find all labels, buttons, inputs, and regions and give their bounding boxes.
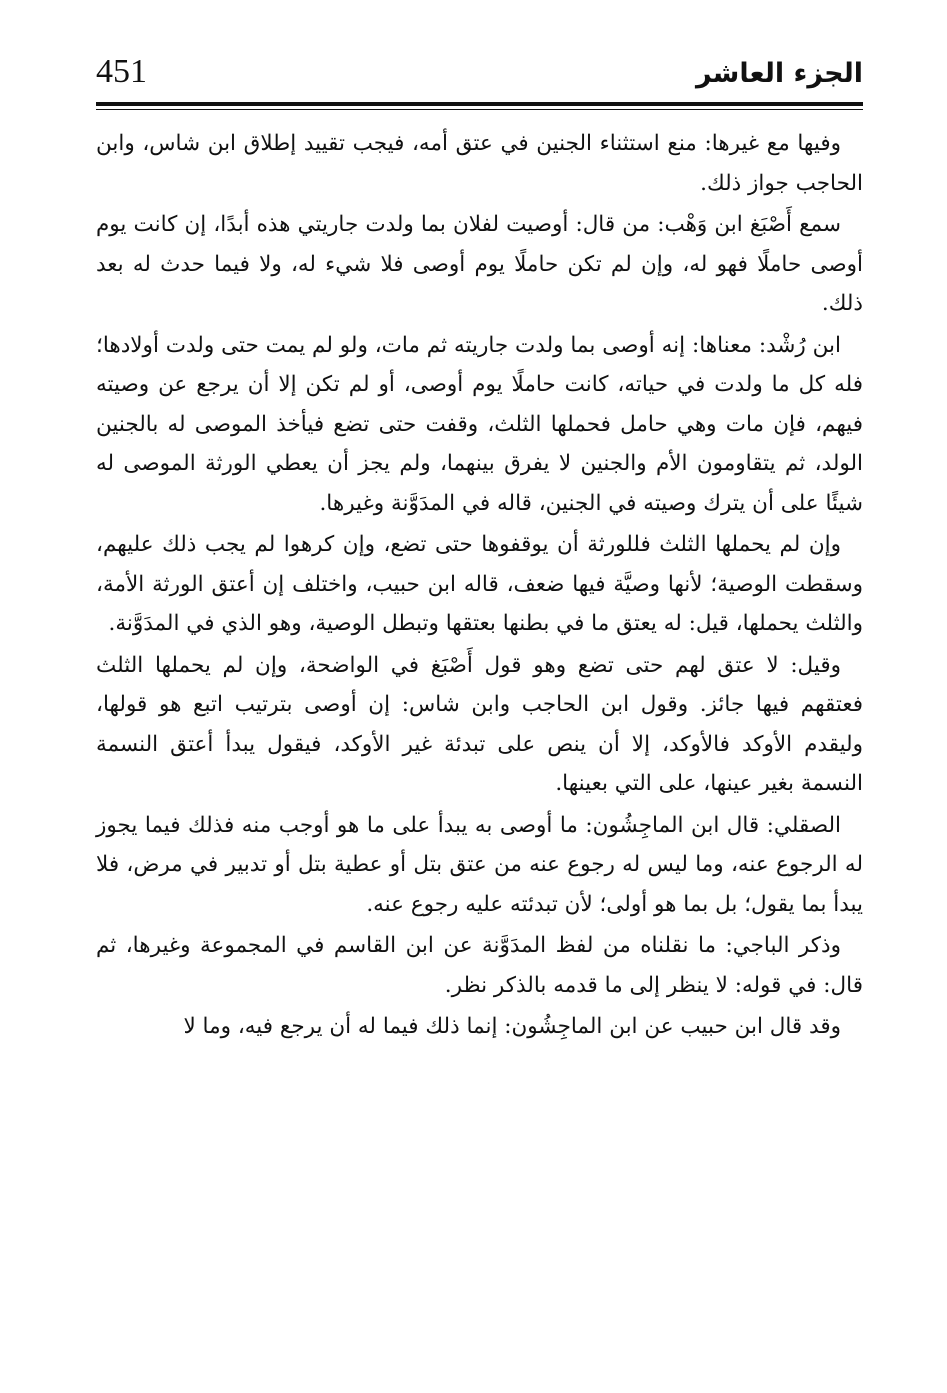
paragraph: وقد قال ابن حبيب عن ابن الماجِشُون: إنما ذلك فيما له أن يرجع فيه، وما لا [183,1014,841,1039]
page-header [96,52,863,98]
paragraph: ابن رُشْد: معناها: إنه أوصى بما ولدت جاريته ثم مات، ولو لم يمت حتى ولدت أولادها؛ فله كل ما ولدت في حياته، كانت حاملًا يوم أوصى، أو لم تكن إلا أن يرجع عن وصيته فيهم، فإن مات وهي حامل فحملها الثلث، وقفت حتى تضع فيأخذ الموصى له بالجنين الولد، ثم يتقاومون الأم والجنين لا يفرق بينهما، ولم يجز أن يعطي الورثة الموصى له شيئًا على أن يترك وصيته في الجنين، قاله في المدَوَّنة وغيرها. [96,332,863,516]
paragraph: وقيل: لا عتق لهم حتى تضع وهو قول أَصْبَغ في الواضحة، وإن لم يحملها الثلث فعتقهم فيها جائز. وقول ابن الحاجب وابن شاس: إن أوصى بترتيب اتبع هو قولها، وليقدم الأوكد فالأوكد، إلا أن ينص على تبدئة غير الأوكد، فيقول يبدأ أعتق النسمة النسمة بغير عينها، على التي بعينها. [96,652,863,796]
paragraph: وإن لم يحملها الثلث فللورثة أن يوقفوها حتى تضع، وإن كرهوا لم يجب ذلك عليهم، وسقطت الوصية؛ لأنها وصيَّة فيها ضعف، قاله ابن حبيب، واختلف إن أعتق الورثة الأمة، والثلث يحملها، قيل: له يعتق ما في بطنها بعتقها وتبطل الوصية، وهو الذي في المدَوَّنة. [96,532,863,636]
body-text [96,124,863,1047]
paragraph: سمع أَصْبَغ ابن وَهْب: من قال: أوصيت لفلان بما ولدت جاريتي هذه أبدًا، إن كانت يوم أوصى حاملًا فهو له، وإن لم تكن حاملًا يوم أوصى فلا شيء له، ولا فيما حدث له بعد ذلك. [96,212,863,316]
paragraph: الصقلي: قال ابن الماجِشُون: ما أوصى به يبدأ على ما هو أوجب منه فذلك فيما يجوز له الرجوع عنه، وما ليس له رجوع عنه من عتق بتل أو عطية بتل أو تدبير في مرض، فلا يبدأ بما يقول؛ بل بما هو أولى؛ لأن تبدئته عليه رجوع عنه. [96,812,863,917]
page-number: 451 [96,53,147,90]
header-rule-thick [96,102,863,106]
paragraph: وفيها مع غيرها: منع استثناء الجنين في عتق أمه، فيجب تقييد إطلاق ابن شاس، وابن الحاجب جواز ذلك. [96,131,863,196]
header-rule-thin [96,109,863,110]
paragraph: وذكر الباجي: ما نقلناه من لفظ المدَوَّنة عن ابن القاسم في المجموعة وغيرها، ثم قال: في قوله: لا ينظر إلى ما قدمه بالذكر نظر. [96,933,863,998]
running-title: الجزء العاشر [696,58,863,89]
book-page [96,52,863,1382]
